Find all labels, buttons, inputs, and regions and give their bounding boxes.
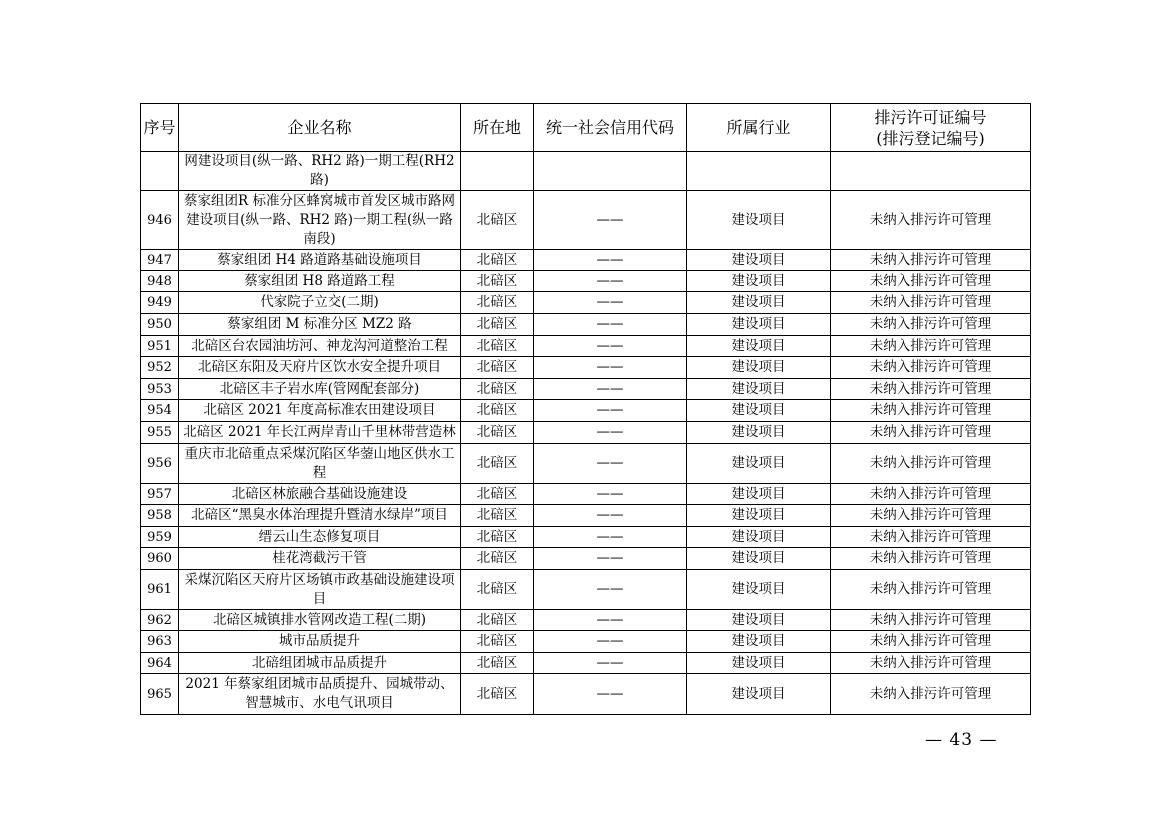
table-row [141, 271, 1031, 292]
table-row [141, 674, 1031, 715]
cell-credit-code: —— [534, 191, 687, 250]
cell-credit-code: —— [534, 631, 687, 653]
table-row-continuation [141, 152, 1031, 191]
cell-no: 951 [141, 336, 179, 357]
cell-permit: 未纳入排污许可管理 [831, 191, 1031, 250]
cell-name: 北碚区林旅融合基础设施建设 [179, 484, 461, 505]
cell-name: 北碚区城镇排水管网改造工程(二期) [179, 610, 461, 631]
table-row [141, 527, 1031, 548]
cell-location: 北碚区 [461, 527, 534, 548]
cell-permit: 未纳入排污许可管理 [831, 674, 1031, 715]
table-header-row [141, 104, 1031, 152]
cell-location: 北碚区 [461, 610, 534, 631]
cell-credit-code: —— [534, 336, 687, 357]
cell-no: 962 [141, 610, 179, 631]
cell-permit: 未纳入排污许可管理 [831, 357, 1031, 379]
cell-name: 蔡家组团 H8 路道路工程 [179, 271, 461, 292]
cell-name: 蔡家组团 M 标准分区 MZ2 路 [179, 314, 461, 336]
cell-name: 桂花湾截污干管 [179, 548, 461, 570]
cell-location: 北碚区 [461, 400, 534, 422]
cell-name: 城市品质提升 [179, 631, 461, 653]
cell-location: 北碚区 [461, 548, 534, 570]
cell-location: 北碚区 [461, 379, 534, 400]
cell-location [461, 152, 534, 191]
cell-credit-code [534, 152, 687, 191]
cell-no: 964 [141, 653, 179, 674]
cell-permit: 未纳入排污许可管理 [831, 444, 1031, 484]
header-no: 序号 [141, 104, 179, 152]
cell-name: 重庆市北碚重点采煤沉陷区华蓥山地区供水工程 [179, 444, 461, 484]
cell-permit: 未纳入排污许可管理 [831, 484, 1031, 505]
cell-industry: 建设项目 [687, 653, 831, 674]
table-row [141, 400, 1031, 422]
cell-location: 北碚区 [461, 271, 534, 292]
cell-permit: 未纳入排污许可管理 [831, 336, 1031, 357]
cell-permit: 未纳入排污许可管理 [831, 610, 1031, 631]
table-row [141, 548, 1031, 570]
cell-permit: 未纳入排污许可管理 [831, 250, 1031, 271]
cell-no: 963 [141, 631, 179, 653]
cell-permit: 未纳入排污许可管理 [831, 505, 1031, 527]
cell-no: 953 [141, 379, 179, 400]
cell-credit-code: —— [534, 548, 687, 570]
cell-name: 网建设项目(纵一路、RH2 路)一期工程(RH2 路) [179, 152, 461, 191]
cell-permit: 未纳入排污许可管理 [831, 631, 1031, 653]
table-row [141, 379, 1031, 400]
cell-permit: 未纳入排污许可管理 [831, 314, 1031, 336]
cell-industry: 建设项目 [687, 505, 831, 527]
cell-no: 948 [141, 271, 179, 292]
cell-credit-code: —— [534, 653, 687, 674]
table-row [141, 314, 1031, 336]
cell-no: 949 [141, 292, 179, 314]
table-row [141, 292, 1031, 314]
cell-industry: 建设项目 [687, 570, 831, 610]
cell-location: 北碚区 [461, 505, 534, 527]
cell-name: 北碚区台农园油坊河、神龙沟河道整治工程 [179, 336, 461, 357]
cell-industry: 建设项目 [687, 484, 831, 505]
cell-name: 蔡家组团 H4 路道路基础设施项目 [179, 250, 461, 271]
cell-permit: 未纳入排污许可管理 [831, 570, 1031, 610]
cell-no: 961 [141, 570, 179, 610]
cell-industry: 建设项目 [687, 527, 831, 548]
cell-permit: 未纳入排污许可管理 [831, 292, 1031, 314]
table-row [141, 653, 1031, 674]
cell-location: 北碚区 [461, 422, 534, 444]
cell-credit-code: —— [534, 400, 687, 422]
cell-industry: 建设项目 [687, 674, 831, 715]
cell-no: 952 [141, 357, 179, 379]
cell-permit: 未纳入排污许可管理 [831, 527, 1031, 548]
cell-industry: 建设项目 [687, 250, 831, 271]
cell-no: 955 [141, 422, 179, 444]
cell-location: 北碚区 [461, 292, 534, 314]
cell-location: 北碚区 [461, 653, 534, 674]
cell-credit-code: —— [534, 379, 687, 400]
cell-industry: 建设项目 [687, 610, 831, 631]
cell-no: 960 [141, 548, 179, 570]
cell-no: 965 [141, 674, 179, 715]
cell-permit: 未纳入排污许可管理 [831, 271, 1031, 292]
cell-location: 北碚区 [461, 336, 534, 357]
cell-name: 北碚区东阳及天府片区饮水安全提升项目 [179, 357, 461, 379]
cell-name: 北碚组团城市品质提升 [179, 653, 461, 674]
cell-no: 957 [141, 484, 179, 505]
cell-location: 北碚区 [461, 191, 534, 250]
cell-name: 代家院子立交(二期) [179, 292, 461, 314]
cell-name: 北碚区丰子岩水库(管网配套部分) [179, 379, 461, 400]
cell-credit-code: —— [534, 314, 687, 336]
cell-industry: 建设项目 [687, 314, 831, 336]
cell-industry: 建设项目 [687, 379, 831, 400]
cell-industry: 建设项目 [687, 548, 831, 570]
cell-name: 蔡家组团R 标准分区蜂窝城市首发区城市路网建设项目(纵一路、RH2 路)一期工程(纵一路南段) [179, 191, 461, 250]
table-row [141, 570, 1031, 610]
cell-credit-code: —— [534, 674, 687, 715]
cell-location: 北碚区 [461, 250, 534, 271]
cell-name: 北碚区 2021 年长江两岸青山千里林带营造林 [179, 422, 461, 444]
cell-no: 959 [141, 527, 179, 548]
cell-industry: 建设项目 [687, 422, 831, 444]
table-row [141, 357, 1031, 379]
header-credit-code: 统一社会信用代码 [534, 104, 687, 152]
table-row [141, 191, 1031, 250]
cell-credit-code: —— [534, 357, 687, 379]
cell-location: 北碚区 [461, 357, 534, 379]
cell-industry: 建设项目 [687, 444, 831, 484]
table-row [141, 484, 1031, 505]
cell-location: 北碚区 [461, 674, 534, 715]
cell-industry: 建设项目 [687, 292, 831, 314]
cell-industry: 建设项目 [687, 631, 831, 653]
cell-credit-code: —— [534, 422, 687, 444]
table-row [141, 444, 1031, 484]
header-location: 所在地 [461, 104, 534, 152]
cell-credit-code: —— [534, 250, 687, 271]
cell-credit-code: —— [534, 570, 687, 610]
cell-industry: 建设项目 [687, 191, 831, 250]
cell-location: 北碚区 [461, 631, 534, 653]
table-row [141, 610, 1031, 631]
cell-name: 北碚区“黑臭水体治理提升暨清水绿岸”项目 [179, 505, 461, 527]
page-number: — 43 — [925, 730, 998, 750]
cell-credit-code: —— [534, 610, 687, 631]
cell-industry: 建设项目 [687, 271, 831, 292]
cell-location: 北碚区 [461, 314, 534, 336]
cell-credit-code: —— [534, 292, 687, 314]
cell-no: 956 [141, 444, 179, 484]
cell-no [141, 152, 179, 191]
cell-industry: 建设项目 [687, 357, 831, 379]
cell-no: 946 [141, 191, 179, 250]
cell-name: 2021 年蔡家组团城市品质提升、园城带动、智慧城市、水电气讯项目 [179, 674, 461, 715]
cell-location: 北碚区 [461, 570, 534, 610]
cell-credit-code: —— [534, 271, 687, 292]
cell-industry: 建设项目 [687, 336, 831, 357]
cell-name: 采煤沉陷区天府片区场镇市政基础设施建设项目 [179, 570, 461, 610]
table-row [141, 631, 1031, 653]
table-row [141, 422, 1031, 444]
table-row [141, 250, 1031, 271]
cell-permit: 未纳入排污许可管理 [831, 422, 1031, 444]
cell-permit: 未纳入排污许可管理 [831, 379, 1031, 400]
cell-location: 北碚区 [461, 484, 534, 505]
cell-credit-code: —— [534, 505, 687, 527]
table-row [141, 505, 1031, 527]
cell-industry [687, 152, 831, 191]
cell-no: 950 [141, 314, 179, 336]
cell-name: 缙云山生态修复项目 [179, 527, 461, 548]
cell-credit-code: —— [534, 444, 687, 484]
table-row [141, 336, 1031, 357]
enterprise-table [140, 103, 1031, 715]
cell-permit: 未纳入排污许可管理 [831, 548, 1031, 570]
cell-credit-code: —— [534, 527, 687, 548]
cell-location: 北碚区 [461, 444, 534, 484]
header-name: 企业名称 [179, 104, 461, 152]
header-permit: 排污许可证编号 (排污登记编号) [831, 104, 1031, 152]
cell-credit-code: —— [534, 484, 687, 505]
cell-name: 北碚区 2021 年度高标准农田建设项目 [179, 400, 461, 422]
cell-no: 958 [141, 505, 179, 527]
header-industry: 所属行业 [687, 104, 831, 152]
cell-permit: 未纳入排污许可管理 [831, 653, 1031, 674]
cell-no: 954 [141, 400, 179, 422]
cell-permit [831, 152, 1031, 191]
cell-permit: 未纳入排污许可管理 [831, 400, 1031, 422]
cell-industry: 建设项目 [687, 400, 831, 422]
cell-no: 947 [141, 250, 179, 271]
